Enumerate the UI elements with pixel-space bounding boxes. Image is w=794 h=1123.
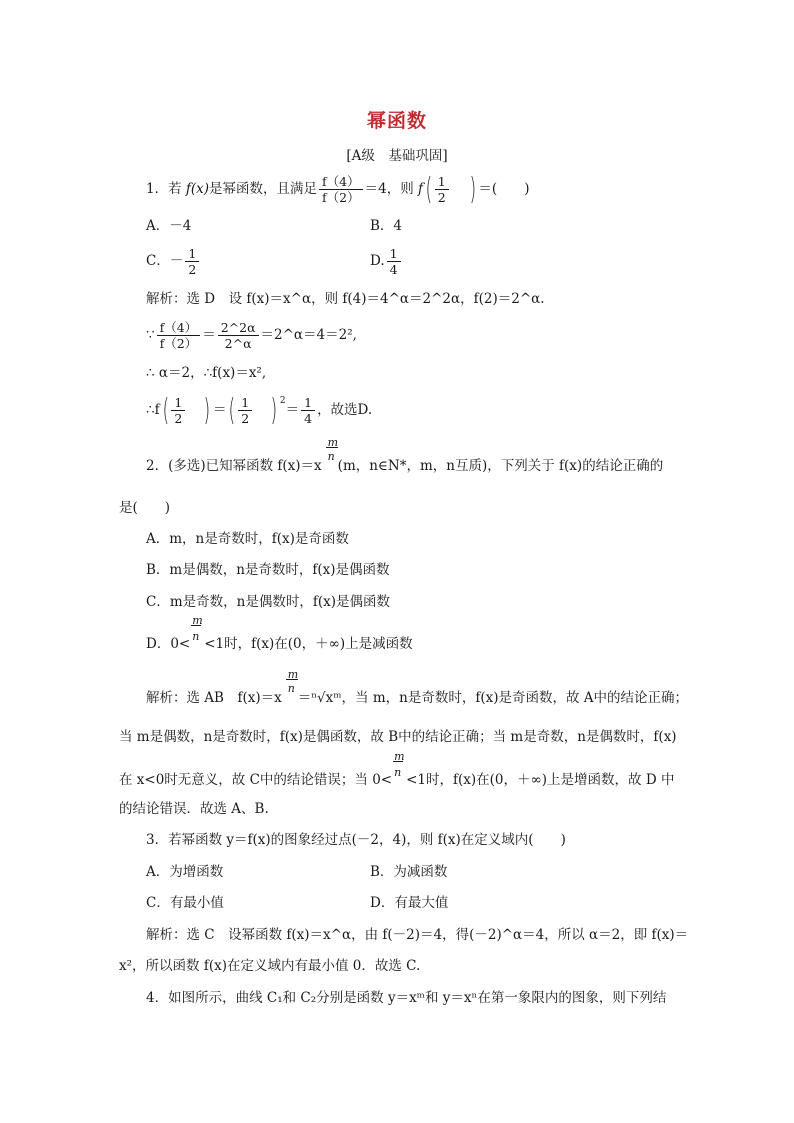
q2-option-d: D．0< $\frac{m}{n}$ <1时，f(x)在(0，＋∞)上是减函数 [146,614,413,652]
q2-solution-line1: 解析：选 AB f(x)＝x $\frac{m}{n}$ ＝ⁿ√xᵐ，当 m，n是奇数时，f(x)是奇函数，故 A中的结论正确； [146,668,689,706]
q2-stem-line2: 是( ) [119,500,171,516]
q2-stem-line1: 2．(多选)已知幂函数 f(x)＝x $\frac{m}{n}$ (m，n∈N*，m，n互质)，下列关于 f(x)的结论正确的 [146,436,664,474]
q3-option-b: B．为减函数 [370,864,448,880]
q3-option-c: C．有最小值 [146,895,224,911]
q4-stem: 4．如图所示，曲线 C₁和 C₂分别是函数 y＝xᵐ和 y＝xⁿ在第一象限内的图象，则下列结 [146,990,667,1006]
q1-solution-line1: 解析：选 D 设 f(x)＝x^α，则 f(4)＝4^α＝2^2α，f(2)＝2^α. [146,291,545,307]
q3-option-a: A．为增函数 [146,864,224,880]
q3-stem: 3．若幂函数 y＝f(x)的图象经过点(－2，4)，则 f(x)在定义域内( ) [146,832,566,848]
q2-option-b: B．m是偶数，n是奇数时，f(x)是偶函数 [146,562,390,578]
q3-option-d: D．有最大值 [370,895,449,911]
q1-solution-line2: ∵ $\frac{f(4)}{f(2)}$ ＝ $\frac{2\^{}2\alpha}{2\^{}\alpha}$ ＝2^α＝4＝2², [146,320,357,351]
q1-option-c: C．－ $\frac{1}{2}$ [146,246,201,277]
level-heading: [A级 基础巩固] [346,148,448,164]
q3-solution-line2: x²，所以函数 f(x)在定义域内有最小值 0．故选 C. [119,958,421,974]
q1-option-a: A．－4 [146,218,192,234]
q2-solution-line3: 在 x<0时无意义，故 C中的结论错误；当 0< $\frac{m}{n}$ <1时，f(x)在(0，＋∞)上是增函数，故 D 中 [119,750,675,788]
q1-stem: 1．若 f(x)是幂函数，且满足 $\frac{f(4)}{f(2)}$ ＝4，则 f( $\frac{1}{2}$ ) ＝( ) [146,171,530,207]
q2-option-c: C．m是奇数，n是偶数时，f(x)是偶函数 [146,594,390,610]
q1-option-d: D. $\frac{1}{4}$ [370,246,403,277]
q2-option-a: A．m，n是奇数时，f(x)是奇函数 [146,531,349,547]
q1-option-b: B．4 [370,218,403,234]
q1-solution-line4: ∴f( $\frac{1}{2}$ ) ＝( $\frac{1}{2}$ ) $^2$＝ $\frac{1}{4}$ ，故选D. [146,392,373,428]
q3-solution-line1: 解析：选 C 设幂函数 f(x)＝x^α，由 f(－2)＝4，得(－2)^α＝4，所以 α＝2，即 f(x)＝ [146,927,689,943]
q2-solution-line4: 的结论错误．故选 A、B. [119,801,269,817]
q1-ratio-fraction: $\frac{f(4)}{f(2)}$ [319,174,363,205]
q2-solution-line2: 当 m是偶数，n是奇数时，f(x)是偶函数，故 B中的结论正确；当 m是奇数，n是偶数时，f(x) [119,729,677,745]
page-title: 幂函数 [366,110,427,132]
q1-solution-line3: ∴ α＝2，∴f(x)＝x², [146,365,267,381]
